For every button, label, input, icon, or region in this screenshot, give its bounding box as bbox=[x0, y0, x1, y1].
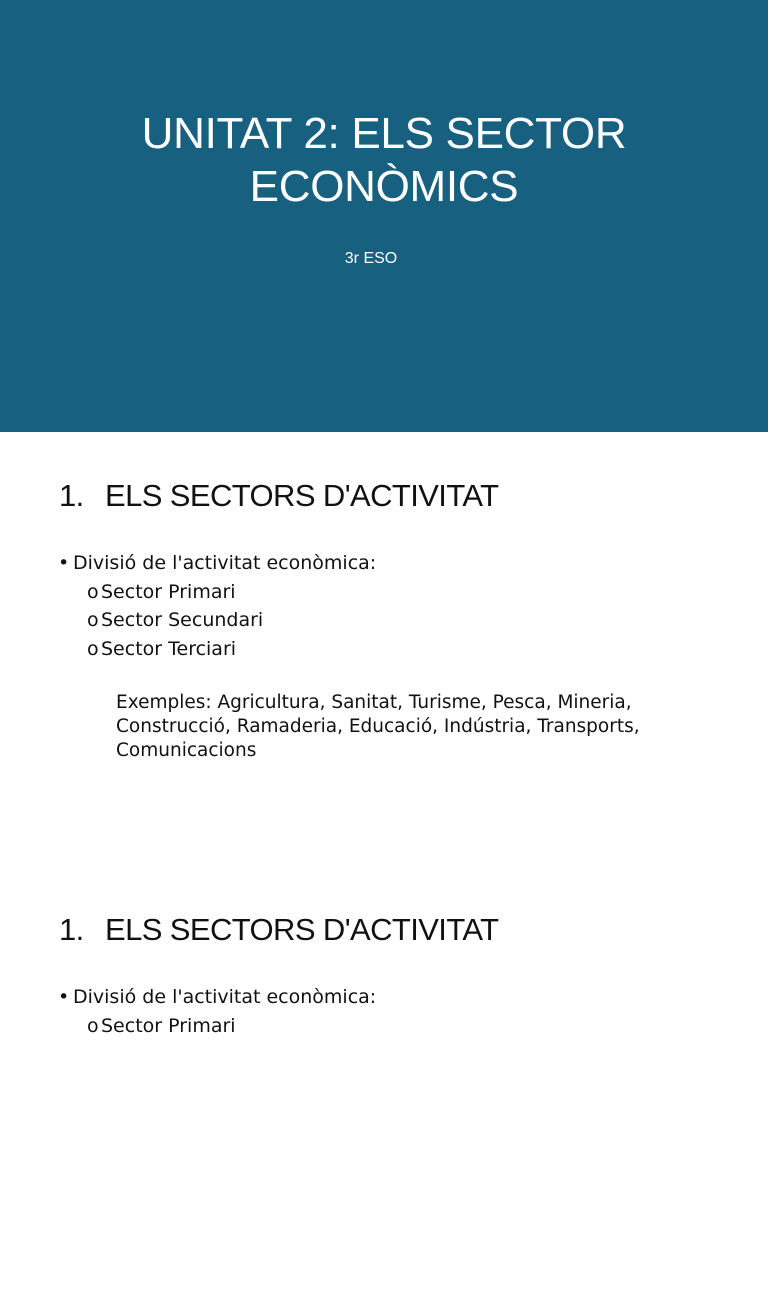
sub-bullet-item bbox=[87, 1012, 376, 1041]
heading-number: 1. bbox=[59, 478, 84, 513]
bullet-list bbox=[58, 983, 376, 1040]
heading-text: ELS SECTORS D'ACTIVITAT bbox=[105, 912, 499, 947]
bullet-text: Divisió de l'activitat econòmica: bbox=[73, 986, 377, 1008]
sub-bullet-item bbox=[87, 635, 376, 664]
circle-bullet-icon: o bbox=[87, 609, 99, 631]
content-slide-1[interactable] bbox=[0, 432, 768, 864]
examples-paragraph: Exemples: Agricultura, Sanitat, Turisme, Pesca, Mineria, Construcció, Ramaderia, Educació, Indústria, Transports, Comunicacions bbox=[116, 692, 640, 761]
slide-title bbox=[84, 107, 684, 213]
heading-text: ELS SECTORS D'ACTIVITAT bbox=[105, 478, 499, 513]
title-line-1: UNITAT 2: ELS SECTOR bbox=[141, 109, 627, 158]
sub-bullet-text: Sector Terciari bbox=[101, 637, 237, 660]
bullet-marker: • bbox=[58, 986, 70, 1008]
title-slide[interactable] bbox=[0, 0, 768, 432]
heading-number: 1. bbox=[59, 912, 84, 947]
circle-bullet-icon: o bbox=[87, 637, 99, 660]
sub-bullet-text: Sector Secundari bbox=[101, 609, 264, 631]
slide-heading bbox=[59, 477, 498, 515]
sub-bullet-list bbox=[58, 578, 376, 664]
bullet-text: Divisió de l'activitat econòmica: bbox=[73, 552, 377, 574]
sub-bullet-list bbox=[58, 1012, 376, 1041]
content-slide-2[interactable] bbox=[0, 866, 768, 1298]
sub-bullet-item bbox=[87, 578, 376, 607]
slide-subtitle: 3r ESO bbox=[344, 250, 398, 267]
slide-heading bbox=[59, 911, 498, 949]
bullet-item bbox=[58, 983, 376, 1012]
sub-bullet-item bbox=[87, 606, 376, 635]
circle-bullet-icon: o bbox=[87, 1014, 99, 1037]
circle-bullet-icon: o bbox=[87, 580, 99, 603]
sub-bullet-text: Sector Primari bbox=[101, 1014, 236, 1037]
bullet-marker: • bbox=[58, 552, 70, 574]
sub-bullet-text: Sector Primari bbox=[101, 580, 236, 603]
bullet-item bbox=[58, 549, 376, 578]
bullet-list bbox=[58, 549, 376, 663]
title-line-2: ECONÒMICS bbox=[249, 162, 519, 211]
